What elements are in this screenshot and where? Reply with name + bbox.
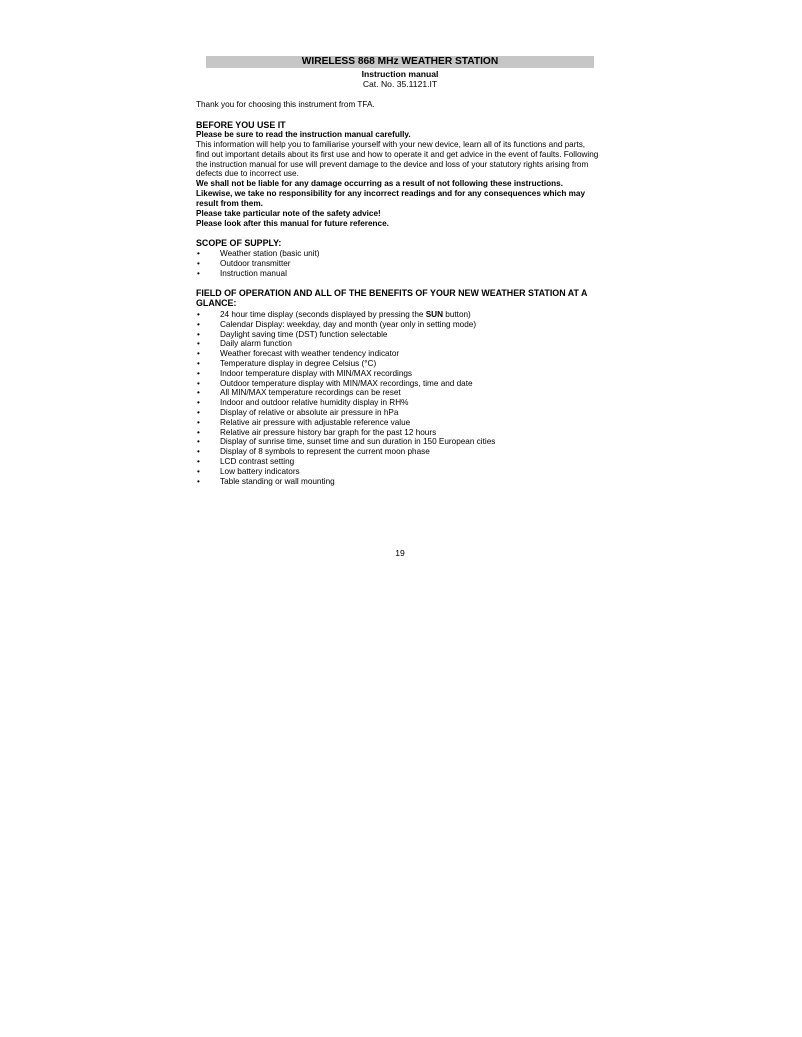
bullet: • [197, 427, 200, 437]
bullet: • [197, 319, 200, 329]
list-item: • Instruction manual [197, 268, 287, 278]
list-item: • Daily alarm function [197, 339, 292, 349]
bullet: • [197, 456, 200, 466]
before-bold-4: Please look after this manual for future reference. [196, 219, 389, 228]
document-title: WIRELESS 868 MHz WEATHER STATION [301, 56, 499, 67]
bullet: • [197, 349, 200, 359]
list-item: • Outdoor transmitter [197, 258, 291, 268]
list-item: • Table standing or wall mounting [197, 476, 335, 486]
list-item: • Indoor temperature display with MIN/MAX recordings [197, 368, 413, 378]
bullet: • [197, 398, 200, 408]
field-list [196, 310, 600, 486]
bullet: • [197, 339, 200, 349]
bullet: • [197, 329, 200, 339]
list-item: • Display of 8 symbols to represent the current moon phase [197, 447, 430, 457]
list-item: • Display of relative or absolute air pressure in hPa [197, 407, 399, 417]
before-bold-1: Please be sure to read the instruction manual carefully. [196, 130, 411, 139]
list-item: • 24 hour time display (seconds displayed by pressing the SUN button) [197, 310, 471, 319]
list-item: • Relative air pressure history bar graph for the past 12 hours [197, 427, 437, 437]
list-item: • Display of sunrise time, sunset time and sun duration in 150 European cities [197, 437, 496, 447]
bullet: • [197, 258, 200, 268]
scope-list [196, 249, 600, 278]
bullet: • [197, 447, 200, 457]
field-heading: FIELD OF OPERATION AND ALL OF THE BENEFITS OF YOUR NEW WEATHER STATION AT A GLANCE: [196, 288, 588, 309]
list-item: • Weather forecast with weather tendency indicator [197, 349, 400, 359]
bullet: • [197, 437, 200, 447]
list-item: • Temperature display in degree Celsius (°C) [197, 358, 377, 368]
scope-heading: SCOPE OF SUPPLY: [196, 238, 282, 248]
list-item: • Outdoor temperature display with MIN/MAX recordings, time and date [197, 378, 473, 388]
before-bold-3: Please take particular note of the safety advice! [196, 209, 381, 218]
bullet: • [197, 310, 200, 319]
before-paragraph: This information will help you to familiarise yourself with your new device, learn all of its functions and parts, find out important details about its first use and how to operate it and get advice in the event of faults. Following the instruction manual for use will prevent damage to the device and loss of your statutory rights arising from defects due to incorrect use. [196, 140, 599, 179]
bullet: • [197, 268, 200, 278]
list-item: • All MIN/MAX temperature recordings can be reset [197, 388, 401, 398]
before-bold-2: We shall not be liable for any damage occurring as a result of not following these instructions. Likewise, we take no responsibility for any incorrect readings and for any consequences which may result from them. [196, 179, 586, 208]
intro-text: Thank you for choosing this instrument from TFA. [196, 100, 375, 109]
list-item: • LCD contrast setting [197, 456, 295, 466]
list-item: • Low battery indicators [197, 466, 300, 476]
list-item: • Relative air pressure with adjustable reference value [197, 417, 411, 427]
list-item: • Daylight saving time (DST) function selectable [197, 329, 388, 339]
bullet: • [197, 388, 200, 398]
bullet: • [197, 476, 200, 486]
catalog-number: Cat. No. 35.1121.IT [362, 79, 438, 89]
list-item: • Weather station (basic unit) [197, 249, 320, 258]
bullet: • [197, 466, 200, 476]
list-item: • Indoor and outdoor relative humidity display in RH% [197, 398, 409, 408]
bullet: • [197, 378, 200, 388]
bullet: • [197, 249, 200, 258]
before-heading: BEFORE YOU USE IT [196, 120, 286, 130]
document-subtitle: Instruction manual [361, 69, 439, 79]
bullet: • [197, 368, 200, 378]
bullet: • [197, 358, 200, 368]
list-item: • Calendar Display: weekday, day and month (year only in setting mode) [197, 319, 477, 329]
page-number: 19 [395, 548, 405, 558]
bullet: • [197, 407, 200, 417]
bullet: • [197, 417, 200, 427]
